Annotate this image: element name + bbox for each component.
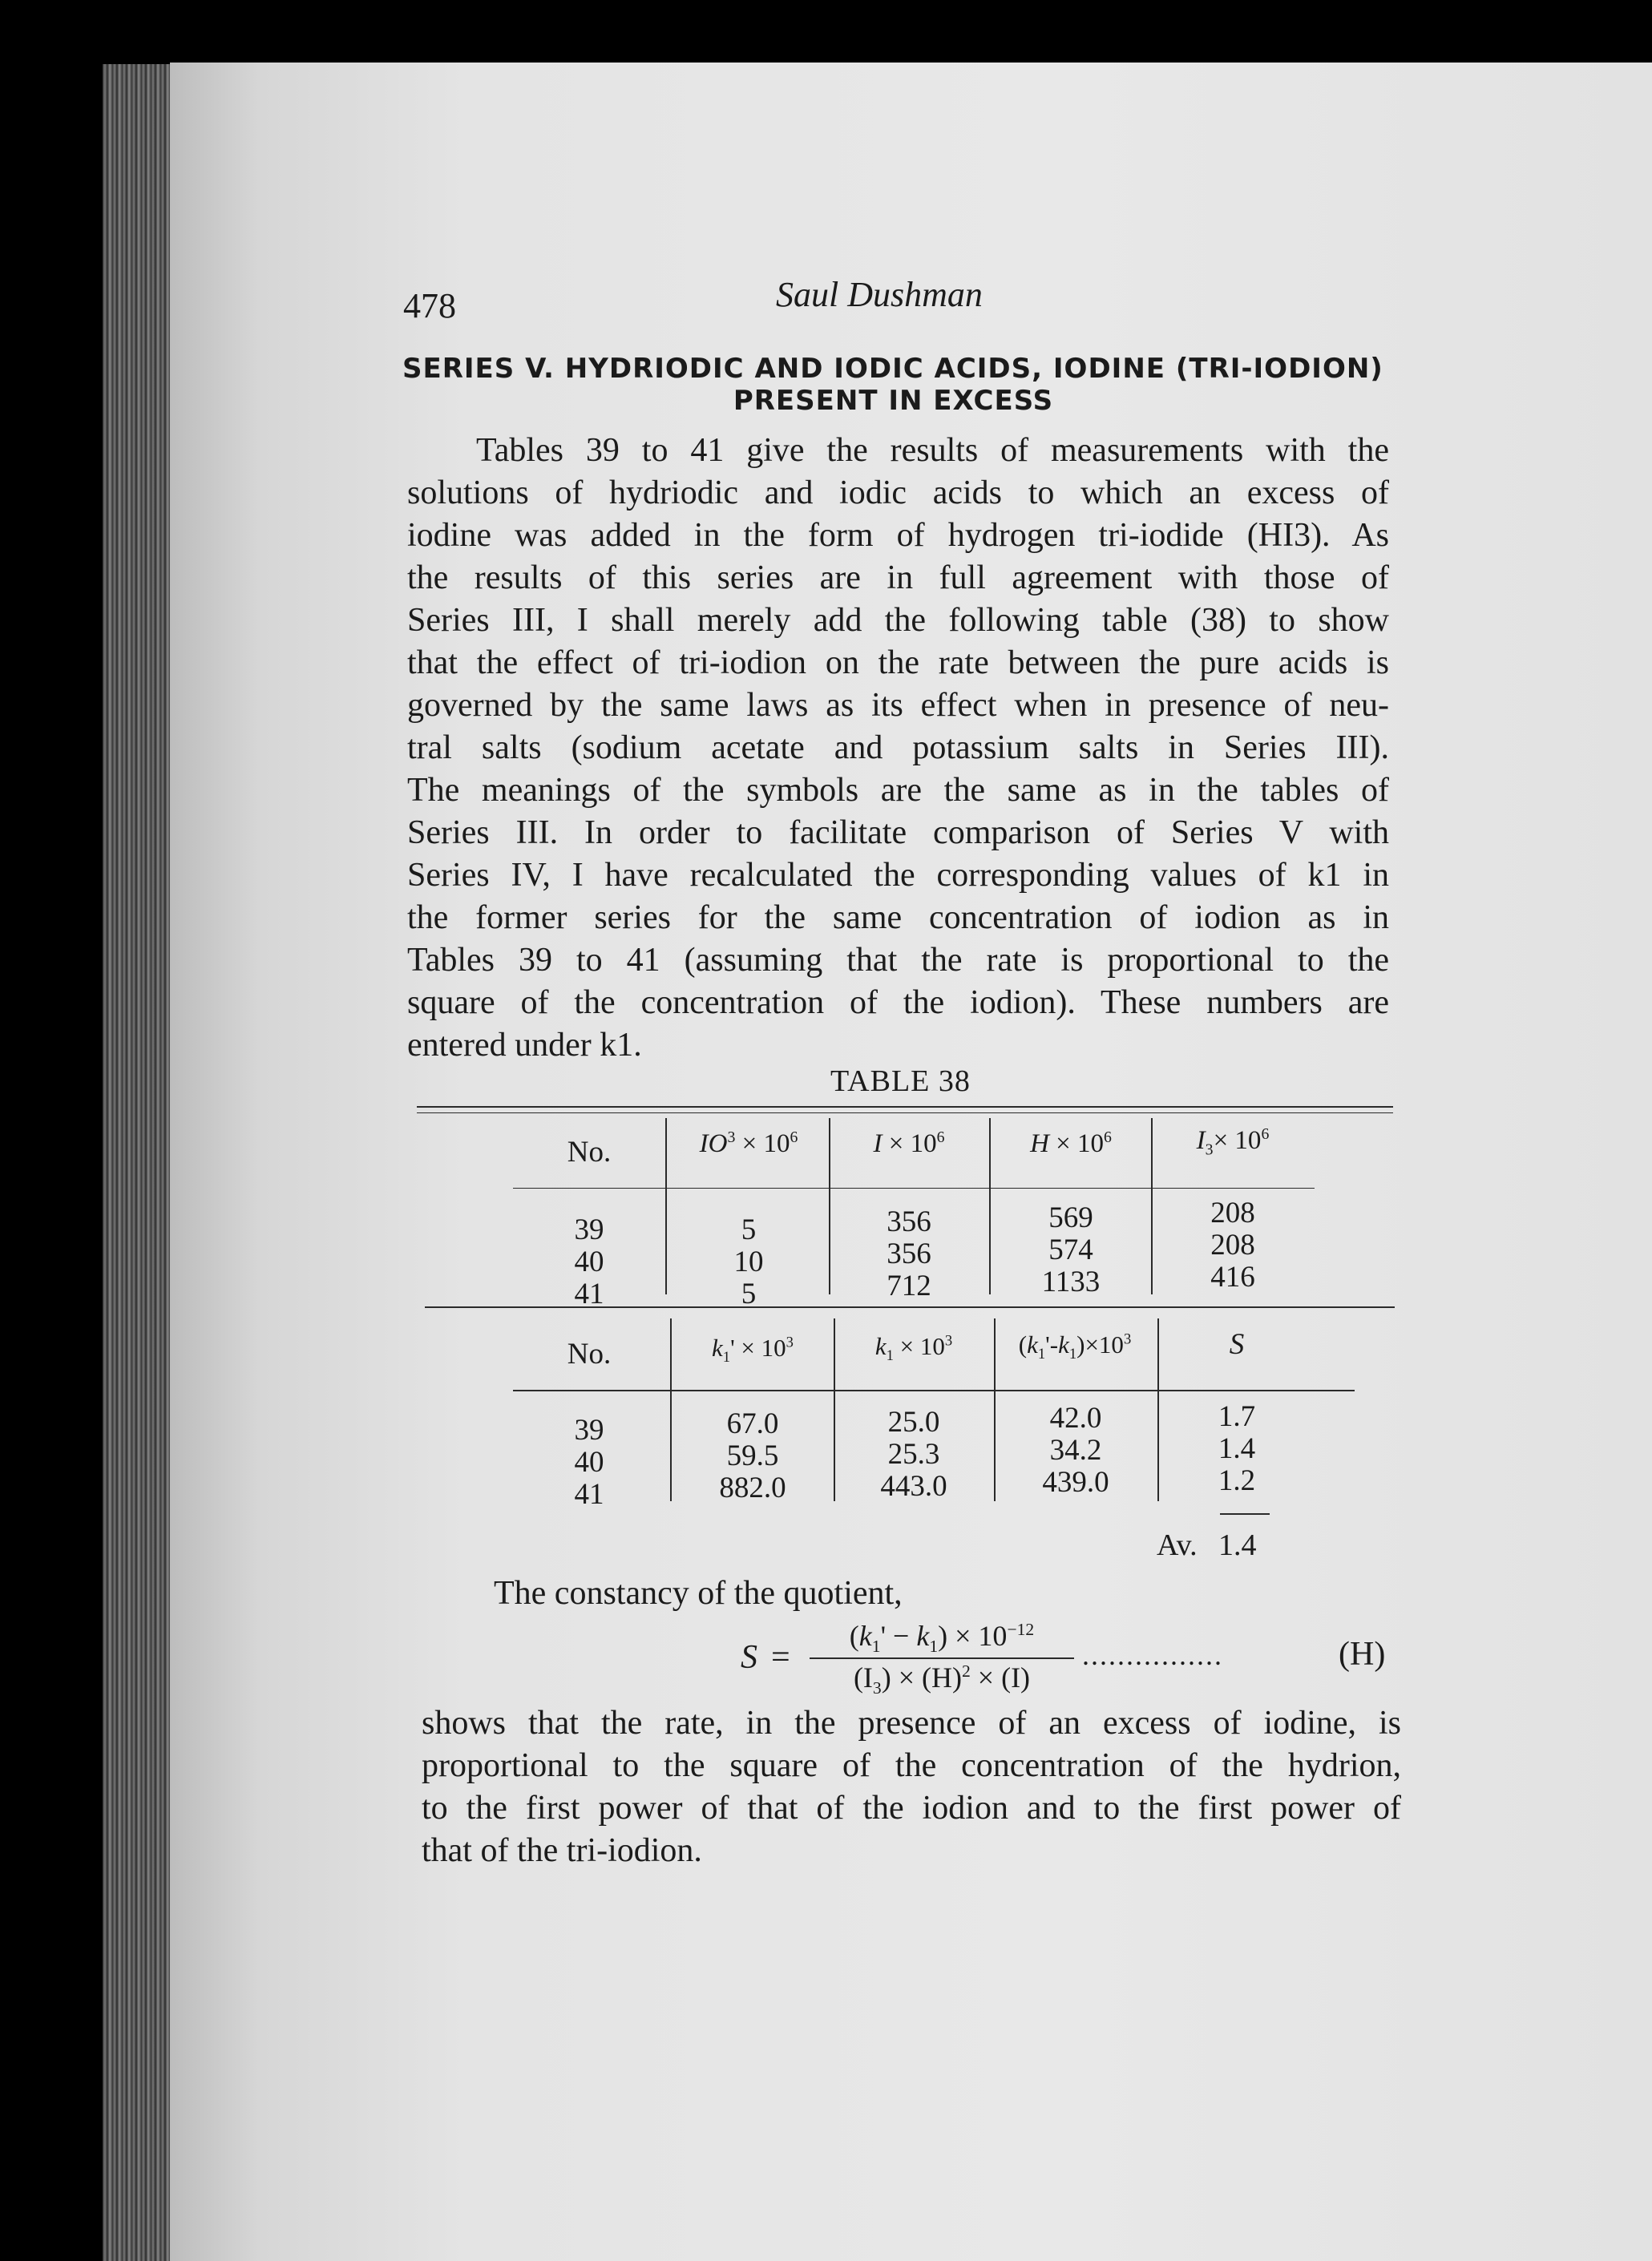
table-cell: 1.4 — [1218, 1432, 1256, 1465]
upper-header-rule — [513, 1188, 1315, 1189]
text-line: The meanings of the symbols are the same as in the tables of — [407, 772, 1389, 809]
text-line: Series III. In order to facilitate comparison of Series V with — [407, 814, 1389, 851]
text-line: iodine was added in the form of hydrogen tri-iodide (HI3). As — [407, 517, 1389, 554]
table-cell: 574 — [1048, 1233, 1093, 1266]
text-line: that of the tri-iodion. — [422, 1832, 702, 1869]
table-cell: 5 — [741, 1213, 757, 1246]
upper-col-no — [513, 1214, 665, 1310]
upper-col-rule — [989, 1118, 991, 1294]
text-line: Series III, I shall merely add the following table (38) to show — [407, 602, 1389, 639]
lower-col-no — [513, 1415, 665, 1511]
text-line: tral salts (sodium acetate and potassium salts in Series III). — [407, 729, 1389, 766]
table-cell: 5 — [741, 1278, 757, 1310]
section-heading-line2: PRESENT IN EXCESS — [733, 385, 1054, 417]
table-cell: 712 — [887, 1270, 931, 1302]
lower-col-s — [1161, 1401, 1313, 1497]
equation-equals: = — [771, 1639, 790, 1676]
upper-header-h: $H \times 10^6$ — [1030, 1128, 1112, 1158]
table-cell: 39 — [574, 1213, 604, 1246]
equation-numerator: $(k_1' - k_1) \times 10^{-12}$ — [849, 1620, 1035, 1657]
table-cell: 439.0 — [1042, 1466, 1109, 1499]
equation-leader-dots: ................ — [1082, 1639, 1223, 1671]
table-cell: 41 — [574, 1478, 604, 1511]
text-line: square of the concentration of the iodion). These numbers are — [407, 984, 1389, 1021]
text-line: Series IV, I have recalculated the corresponding values of k1 in — [407, 857, 1389, 894]
conclusion-paragraph — [422, 1702, 1401, 1872]
table-title: TABLE 38 — [830, 1064, 971, 1098]
table-cell: 416 — [1210, 1261, 1255, 1294]
lower-header-k1: $k_1 \times 10^3$ — [874, 1332, 953, 1365]
text-line: the former series for the same concentration of iodion as in — [407, 899, 1389, 936]
upper-header-i3: $I_3\times 10^6$ — [1196, 1125, 1270, 1159]
upper-header-no: No. — [567, 1136, 612, 1169]
table-cell: 40 — [574, 1446, 604, 1479]
table-cell: 208 — [1210, 1229, 1255, 1262]
lower-col-diff — [997, 1403, 1154, 1499]
table-cell: 882.0 — [719, 1472, 786, 1504]
table-cell: 356 — [887, 1237, 931, 1270]
average-rule — [1220, 1513, 1270, 1515]
upper-col-io3 — [670, 1214, 827, 1310]
table-cell: 39 — [574, 1414, 604, 1447]
text-line: solutions of hydriodic and iodic acids to which an excess of — [407, 474, 1389, 511]
table-cell: 40 — [574, 1246, 604, 1278]
fraction-bar — [810, 1657, 1074, 1659]
lower-col-k1prime — [673, 1408, 832, 1504]
equation-intro: The constancy of the quotient, — [494, 1575, 903, 1612]
text-line: the results of this series are in full agreement with those of — [407, 559, 1389, 596]
table-cell: 67.0 — [726, 1407, 779, 1440]
running-title: Saul Dushman — [776, 275, 983, 314]
upper-col-h — [992, 1202, 1149, 1298]
upper-col-rule — [665, 1118, 667, 1294]
lower-col-rule — [1157, 1318, 1159, 1501]
table-cell: 569 — [1048, 1201, 1093, 1234]
table-cell: 443.0 — [880, 1470, 947, 1503]
text-line: that the effect of tri-iodion on the rate between the pure acids is — [407, 644, 1389, 681]
table-cell: 42.0 — [1049, 1402, 1102, 1435]
table-cell: 1133 — [1041, 1266, 1101, 1298]
equation-denominator: $(I_3) \times (H)^2 \times (I)$ — [853, 1661, 1031, 1698]
book-spine — [103, 64, 175, 2261]
table-cell: 1.2 — [1218, 1464, 1256, 1497]
text-line: entered under k1. — [407, 1027, 642, 1064]
upper-col-i — [830, 1206, 988, 1302]
table-cell: 10 — [733, 1246, 764, 1278]
text-line: Tables 39 to 41 (assuming that the rate is proportional to the — [407, 942, 1389, 979]
upper-col-rule — [1151, 1118, 1153, 1294]
upper-header-io3: $IO^3 \times 10^6$ — [699, 1128, 798, 1158]
table-cell: 41 — [574, 1278, 604, 1310]
upper-col-i3 — [1154, 1197, 1311, 1294]
table-cell: 1.7 — [1218, 1400, 1256, 1433]
table-cell: 59.5 — [726, 1439, 779, 1472]
table-cell: 34.2 — [1049, 1434, 1102, 1467]
lower-header-rule — [513, 1390, 1355, 1391]
lower-col-rule — [670, 1318, 672, 1501]
lower-col-k1 — [835, 1407, 992, 1503]
lower-header-no: No. — [567, 1338, 612, 1371]
average-value: 1.4 — [1218, 1528, 1257, 1562]
table-top-rule-2 — [417, 1112, 1393, 1113]
table-cell: 25.0 — [887, 1406, 940, 1439]
table-cell: 25.3 — [887, 1438, 940, 1471]
text-line: governed by the same laws as its effect when in presence of neu- — [407, 687, 1389, 724]
section-heading-line1: SERIES V. HYDRIODIC AND IODIC ACIDS, IODINE (TRI-IODION) — [402, 353, 1383, 385]
intro-paragraph — [407, 430, 1389, 1067]
equation-label: (H) — [1339, 1636, 1386, 1673]
upper-header-i: $I \times 10^6$ — [873, 1128, 945, 1158]
page-number: 478 — [403, 286, 456, 325]
lower-header-diff: $(k_1'-k_1)\times 10^3$ — [1018, 1330, 1132, 1363]
text-line: shows that the rate, in the presence of an excess of iodine, is — [422, 1705, 1401, 1742]
table-cell: 208 — [1210, 1197, 1255, 1229]
text-line: Tables 39 to 41 give the results of measurements with the — [476, 432, 1389, 469]
text-line: proportional to the square of the concentration of the hydrion, — [422, 1747, 1401, 1784]
table-cell: 356 — [887, 1205, 931, 1238]
lower-header-s: S — [1229, 1328, 1245, 1361]
equation-lhs: S — [741, 1639, 757, 1676]
lower-header-k1prime: $k_1' \times 10^3$ — [712, 1334, 794, 1367]
average-label: Av. — [1157, 1528, 1198, 1562]
table-top-rule — [417, 1106, 1393, 1108]
text-line: to the first power of that of the iodion and to the first power of — [422, 1790, 1401, 1827]
